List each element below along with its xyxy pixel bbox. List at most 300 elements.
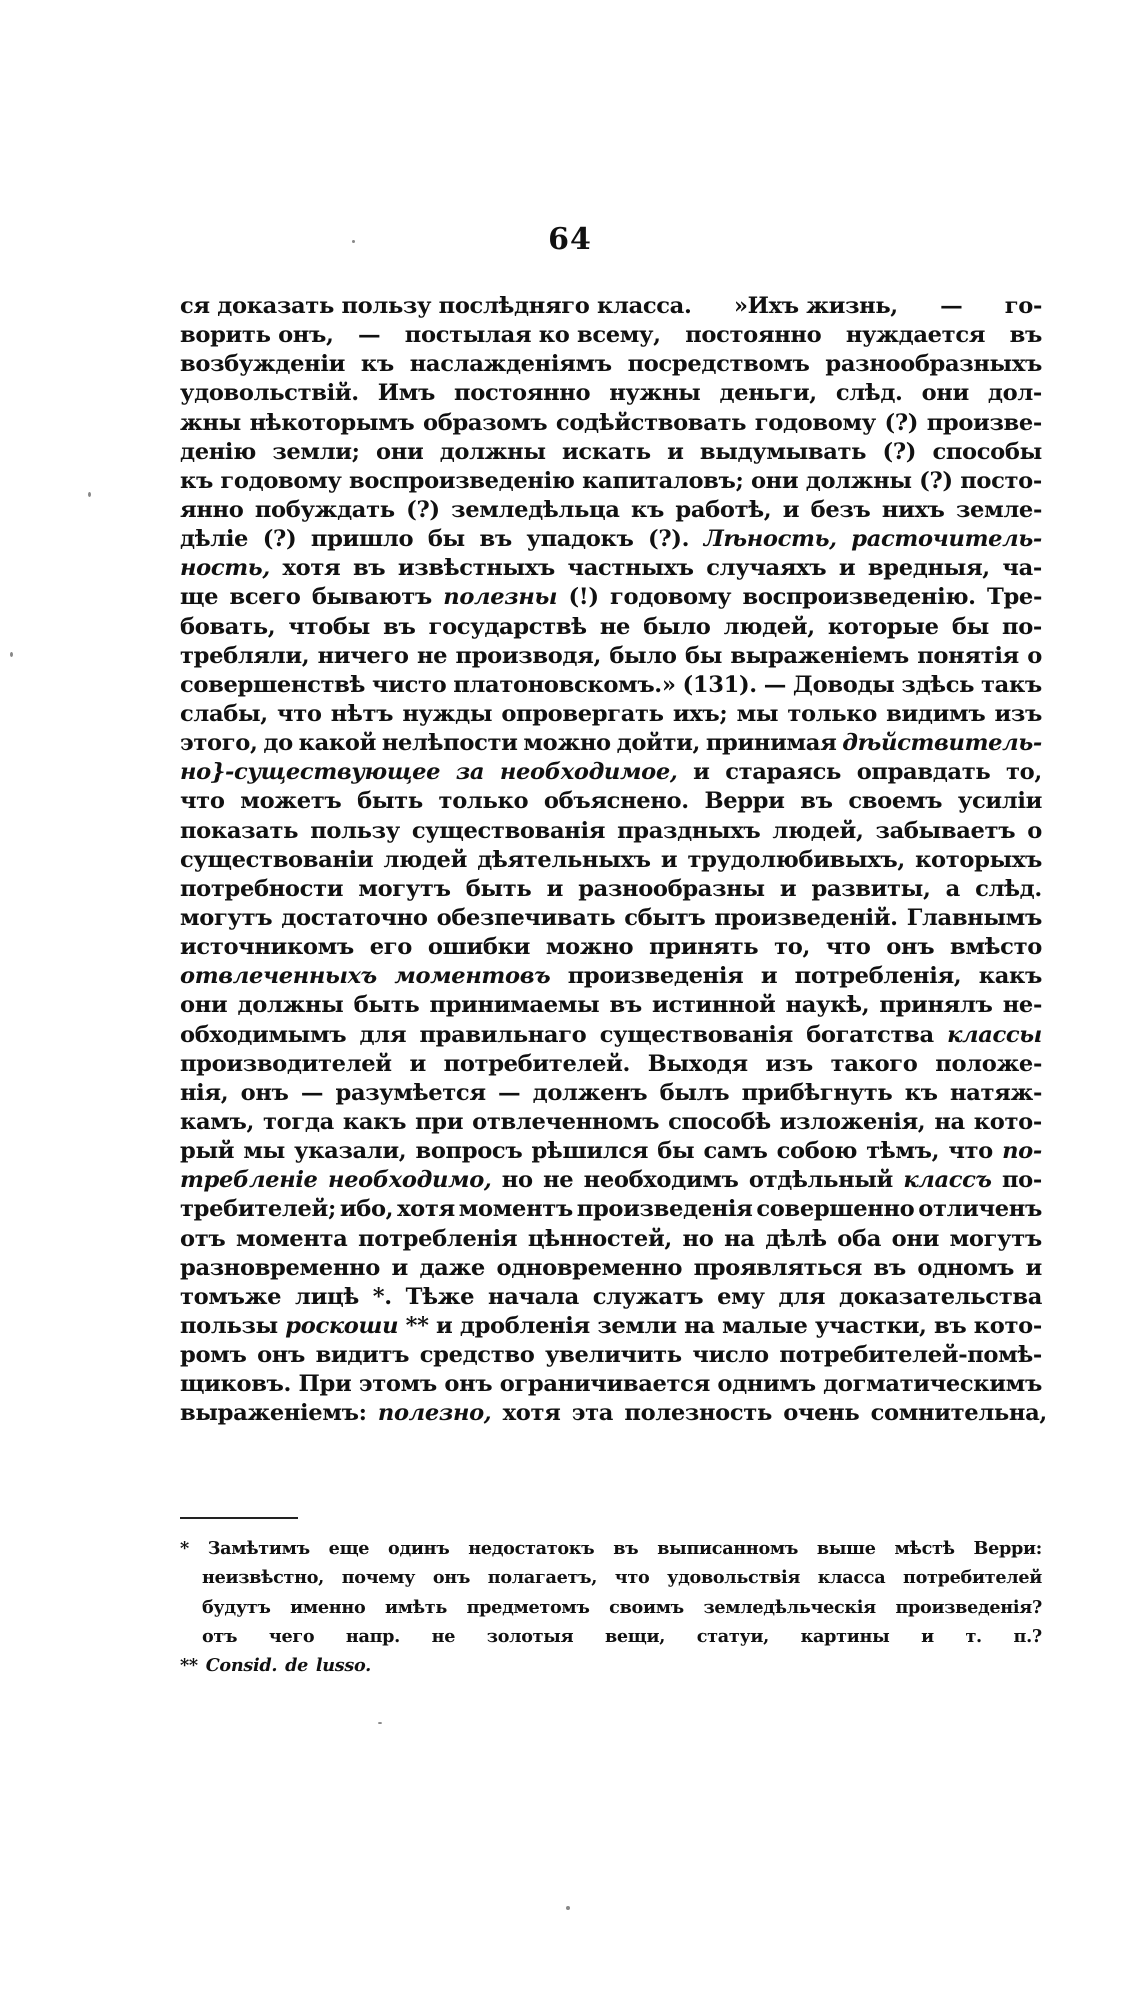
word: безъ (810, 496, 871, 523)
word: вмѣсто (950, 934, 1042, 961)
word: не (599, 613, 631, 640)
word: что (277, 700, 322, 727)
word: земли (597, 1312, 677, 1339)
word: къ (631, 496, 664, 523)
word: было (609, 642, 677, 669)
word: и (391, 1254, 408, 1281)
word: Главнымъ (906, 904, 1042, 931)
word: по- (1002, 1167, 1042, 1194)
word: не (431, 1625, 456, 1647)
word: то, (1006, 759, 1042, 786)
text-line (180, 642, 1042, 671)
word: и (760, 963, 778, 990)
word: платоновскомъ.» (453, 671, 676, 698)
word: достаточно (281, 904, 428, 931)
word: людей, (723, 613, 815, 640)
word: для (359, 1021, 407, 1048)
word: на (934, 1108, 965, 1135)
word: цѣнностей, (527, 1225, 672, 1252)
word: дѣлѣ (765, 1225, 827, 1252)
word: ще (180, 584, 219, 611)
word: малые (722, 1312, 808, 1339)
word: за (455, 759, 485, 786)
text-line (180, 729, 1042, 758)
word: бы (951, 613, 989, 640)
word: понятія (917, 642, 1019, 669)
footnote-divider (180, 1517, 298, 1519)
word: существованія (599, 1021, 793, 1048)
word: принимая (705, 730, 837, 757)
word: наслажденіямъ (409, 351, 612, 378)
word: этомъ (358, 1371, 437, 1398)
word: и (782, 496, 800, 523)
word: могутъ (180, 904, 273, 931)
text-line (180, 583, 1042, 612)
word: и (436, 1312, 453, 1339)
word: одномъ (917, 1254, 1014, 1281)
word: развиты, (811, 875, 931, 902)
text-line (180, 409, 1042, 438)
word: дѣятельныхъ (477, 846, 651, 873)
word: здѣсь (901, 671, 975, 698)
word: бы (427, 526, 465, 553)
word: кото- (973, 1312, 1042, 1339)
word: наукѣ, (785, 992, 870, 1019)
word: хотя (282, 555, 341, 582)
word: до (263, 730, 293, 757)
word: производителей (180, 1050, 392, 1077)
word: чего (268, 1625, 315, 1647)
word: обходимымъ (180, 1021, 347, 1048)
text-line (180, 1370, 1042, 1399)
word: о (1027, 642, 1042, 669)
word: земли; (272, 438, 360, 465)
word: случаяхъ (706, 555, 827, 582)
word: еще (328, 1538, 370, 1559)
word: тѣмъ, (866, 1138, 940, 1165)
word: чисто (371, 671, 447, 698)
word: они (750, 467, 799, 494)
word: людей, (772, 817, 864, 844)
word: такъ (981, 671, 1042, 698)
word: можно (523, 730, 611, 757)
word: тогда (263, 1108, 334, 1135)
text-line (180, 817, 1042, 846)
word: и (660, 846, 678, 873)
word: необходимое, (499, 759, 678, 786)
word: (?) (882, 438, 917, 465)
word: сомнительна, (870, 1400, 1047, 1427)
word: недостатокъ (468, 1538, 595, 1559)
word: (131). (682, 671, 757, 698)
word: и (838, 555, 856, 582)
word: выдумывать (699, 438, 867, 465)
word: ограничивается (499, 1371, 710, 1398)
footnotes (180, 1534, 1042, 1680)
word: дойти, (616, 730, 701, 757)
word: не- (1002, 992, 1042, 1019)
word: въ (613, 1538, 639, 1559)
word: къ (904, 1079, 938, 1106)
word: удовольствія (667, 1567, 801, 1589)
word: имѣть (384, 1596, 448, 1618)
word: бы (657, 1138, 695, 1165)
word: и (1025, 1254, 1042, 1281)
word: жны (180, 409, 241, 436)
word: ошибки (427, 934, 531, 961)
word: какъ (342, 1108, 407, 1135)
word: произве- (926, 409, 1042, 436)
word: ничего (317, 642, 409, 669)
word: трудолюбивыхъ, (687, 846, 905, 873)
word: рый (180, 1138, 235, 1165)
word: они (180, 992, 228, 1019)
word: сбытъ (624, 904, 706, 931)
word: правильнаго (419, 1021, 587, 1048)
word: — (940, 293, 963, 319)
word: въ (934, 1312, 967, 1339)
word: de (285, 1655, 308, 1677)
word: пользы (180, 1312, 278, 1339)
word: разнообразны (578, 875, 765, 902)
word: моментъ (458, 1196, 573, 1223)
word: ромъ (180, 1342, 247, 1369)
word: истинной (652, 992, 776, 1019)
word: только (787, 700, 877, 727)
word: даже (419, 1254, 485, 1281)
word: бы (684, 642, 722, 669)
word: ча- (1002, 555, 1042, 582)
text-line (180, 1225, 1042, 1254)
word: (?) (919, 467, 953, 494)
text-line (180, 700, 1042, 729)
word: Тре- (987, 584, 1042, 611)
word: Верри (704, 788, 785, 815)
word: служатъ (592, 1283, 704, 1310)
word: нѣтъ (330, 700, 394, 727)
word: доказательства (839, 1283, 1042, 1310)
word: способы (932, 438, 1042, 465)
word: они (891, 1225, 939, 1252)
word: посто- (960, 467, 1042, 494)
word: онъ (257, 1342, 305, 1369)
word: совершенствѣ (180, 671, 366, 698)
word: и (667, 438, 684, 465)
word: могутъ (358, 875, 451, 902)
word: будутъ (202, 1596, 271, 1618)
word: своимъ (609, 1596, 684, 1618)
word: участки, (815, 1312, 927, 1339)
word: рѣшился (531, 1138, 649, 1165)
word: воспроизведенію. (742, 584, 976, 611)
word: прибѣгнуть (741, 1079, 893, 1106)
word: * (180, 1538, 189, 1559)
scan-speck (88, 492, 91, 497)
word: работѣ, (675, 496, 772, 523)
word: начала (488, 1283, 579, 1310)
text-line (180, 671, 1042, 700)
word: своемъ (848, 788, 943, 815)
word: посредствомъ (627, 351, 810, 378)
text-line (180, 1341, 1042, 1370)
word: бываютъ (311, 584, 432, 611)
word: въ (609, 992, 642, 1019)
word: ** (405, 1312, 429, 1339)
word: къ (180, 467, 213, 494)
word: потребности (180, 875, 344, 902)
word: по- (1002, 1138, 1042, 1165)
word: выписанномъ (657, 1538, 799, 1559)
word: частныхъ (567, 555, 694, 582)
word: искать (562, 438, 651, 465)
word: лицѣ (295, 1283, 359, 1310)
word: должны (439, 438, 546, 465)
word: но}-существующее (180, 759, 441, 786)
word: ** (180, 1655, 198, 1677)
word: (?) (884, 409, 919, 436)
text-line (180, 787, 1042, 816)
word: земледѣльческія (703, 1596, 876, 1618)
word: необходимо, (327, 1167, 492, 1194)
word: го- (1004, 293, 1042, 319)
word: дѣйствитель- (842, 730, 1042, 757)
word: должны (805, 467, 912, 494)
text-line (180, 438, 1042, 467)
word: изъ (765, 1050, 813, 1077)
word: Consid. (205, 1655, 278, 1677)
word: годовому (610, 584, 732, 611)
scan-speck (378, 1722, 382, 1724)
word: вредныя, (867, 555, 990, 582)
word: отъ (180, 1225, 226, 1252)
word: произведенія (576, 1196, 753, 1223)
word: картины (800, 1625, 890, 1647)
word: онъ (432, 1567, 471, 1589)
word: потребителей-помѣ- (779, 1342, 1042, 1369)
word: Доводы (792, 671, 895, 698)
word: онъ (240, 1079, 289, 1106)
text-line (180, 292, 1042, 321)
word: потребленія (358, 1225, 518, 1252)
word: ворить онъ, (180, 322, 334, 349)
page-number: 64 (548, 222, 592, 257)
word: онъ (886, 934, 935, 961)
word: нелѣпости (381, 730, 518, 757)
word: ность, (180, 555, 270, 582)
word: статуи, (696, 1625, 769, 1647)
word: момента (236, 1225, 348, 1252)
word: которыхъ (915, 846, 1042, 873)
text-line (180, 1108, 1042, 1137)
word: расточитель- (851, 526, 1042, 553)
word: быть (465, 875, 532, 902)
word: какой (298, 730, 376, 757)
word: разумѣется (335, 1079, 486, 1106)
word: одновременно (496, 1254, 683, 1281)
word: постоянно (685, 322, 822, 349)
word: дѣліе (180, 526, 249, 553)
word: Верри: (973, 1538, 1042, 1559)
word: выраженіемъ (730, 642, 909, 669)
word: предметомъ (466, 1596, 590, 1618)
word: принялъ (879, 992, 993, 1019)
word: *. (372, 1283, 392, 1310)
word: то, (774, 934, 811, 961)
word: очень (783, 1400, 860, 1427)
word: отдѣльный (748, 1167, 893, 1194)
word: производя, (455, 642, 601, 669)
word: выше (816, 1538, 876, 1559)
word: годовому (754, 409, 876, 436)
word: можетъ (240, 788, 342, 815)
word: золотыя (486, 1625, 574, 1647)
word: эта (571, 1400, 614, 1427)
word: (!) (568, 584, 599, 611)
word: средство (419, 1342, 535, 1369)
word: возбужденіи (180, 351, 345, 378)
word: слѣд. (975, 875, 1042, 902)
text-line (180, 321, 1042, 350)
word: вопросъ (415, 1138, 523, 1165)
text-line (180, 875, 1042, 904)
word: — (300, 1079, 324, 1106)
word: и (779, 875, 797, 902)
word: годовому (220, 467, 342, 494)
word: натяж- (950, 1079, 1042, 1106)
text-line (180, 758, 1042, 787)
word: можно (545, 934, 634, 961)
word: изложенія, (779, 1108, 926, 1135)
word: по- (1002, 613, 1042, 640)
text-line (180, 467, 1042, 496)
word: полезны (443, 584, 558, 611)
word: стараясь (725, 759, 842, 786)
scan-speck (566, 1906, 570, 1910)
word: деньги, (719, 380, 817, 407)
word: потребленія, (794, 963, 962, 990)
word: почему (341, 1567, 416, 1589)
word: на (724, 1225, 755, 1252)
word: произведеній. (714, 904, 898, 931)
scan-speck (352, 240, 355, 243)
word: совершенно (756, 1196, 915, 1223)
word: въ (1009, 322, 1042, 349)
word: ся доказать пользу послѣдняго класса. (180, 293, 692, 319)
word: щиковъ. (180, 1371, 292, 1398)
word: постылая ко всему, (404, 322, 661, 349)
word: источникомъ (180, 934, 354, 961)
text-line (180, 525, 1042, 554)
word: нія, (180, 1079, 229, 1106)
word: чтобы (288, 613, 370, 640)
text-line (180, 1079, 1042, 1108)
word: извѣстныхъ (397, 555, 555, 582)
word: самъ (703, 1138, 768, 1165)
word: увеличить (545, 1342, 682, 1369)
word: напр. (345, 1625, 400, 1647)
word: требленіе (180, 1167, 318, 1194)
word: отъ (202, 1625, 238, 1647)
word: мы (243, 1138, 285, 1165)
word: при (415, 1108, 464, 1135)
word: было (643, 613, 711, 640)
word: камъ, (180, 1108, 255, 1135)
word: именно (290, 1596, 366, 1618)
word: должны (237, 992, 344, 1019)
word: вещи, (604, 1625, 666, 1647)
word: они (921, 380, 969, 407)
word: Тѣже (405, 1283, 475, 1310)
word: капиталовъ; (582, 467, 744, 494)
word: а (945, 875, 960, 902)
text-line (180, 1050, 1042, 1079)
word: побуждать (254, 496, 395, 523)
word: произведенія? (895, 1596, 1042, 1618)
word: къ (360, 351, 394, 378)
text-line (180, 613, 1042, 642)
word: не (416, 642, 448, 669)
word: не (543, 1167, 574, 1194)
word: отвлеченномъ (472, 1108, 660, 1135)
word: неизвѣстно, (202, 1567, 324, 1589)
word: въ (383, 613, 416, 640)
word: что (180, 788, 225, 815)
word: одинъ (388, 1538, 450, 1559)
word: земледѣльца (451, 496, 620, 523)
word: былъ (659, 1079, 730, 1106)
word: что (825, 934, 871, 961)
text-line (180, 846, 1042, 875)
word: но (501, 1167, 533, 1194)
word: (?) (406, 496, 440, 523)
word: они (376, 438, 424, 465)
word: усиліи (957, 788, 1042, 815)
word: слабы, (180, 700, 268, 727)
word: янно (180, 496, 244, 523)
word: и (693, 759, 710, 786)
word: хотя (502, 1400, 561, 1427)
word: быть (357, 788, 423, 815)
word: требителей; (180, 1196, 336, 1223)
word: указали, (294, 1138, 407, 1165)
word: обезпечивать (436, 904, 616, 931)
word: нужды (402, 700, 493, 727)
word: пришло (310, 526, 414, 553)
word: богатства (806, 1021, 934, 1048)
word: праздныхъ (617, 817, 761, 844)
word: такого (830, 1050, 918, 1077)
word: роскоши (285, 1312, 399, 1339)
word: класса (817, 1567, 886, 1589)
word: слѣд. (835, 380, 903, 407)
word: въ (873, 1254, 906, 1281)
word: забываетъ (875, 817, 1016, 844)
word: нуждается (845, 322, 986, 349)
word: отличенъ (918, 1196, 1042, 1223)
word: мѣстѣ (894, 1538, 955, 1559)
word: проявляться (693, 1254, 862, 1281)
word: земле- (955, 496, 1042, 523)
word: произведенія (567, 963, 744, 990)
text-line (180, 496, 1042, 525)
text-line (180, 1166, 1042, 1195)
word: существованіи (180, 846, 374, 873)
text-line (180, 554, 1042, 583)
word: классъ (903, 1167, 992, 1194)
word: — (358, 322, 381, 349)
word: на (684, 1312, 715, 1339)
text-line (180, 1137, 1042, 1166)
